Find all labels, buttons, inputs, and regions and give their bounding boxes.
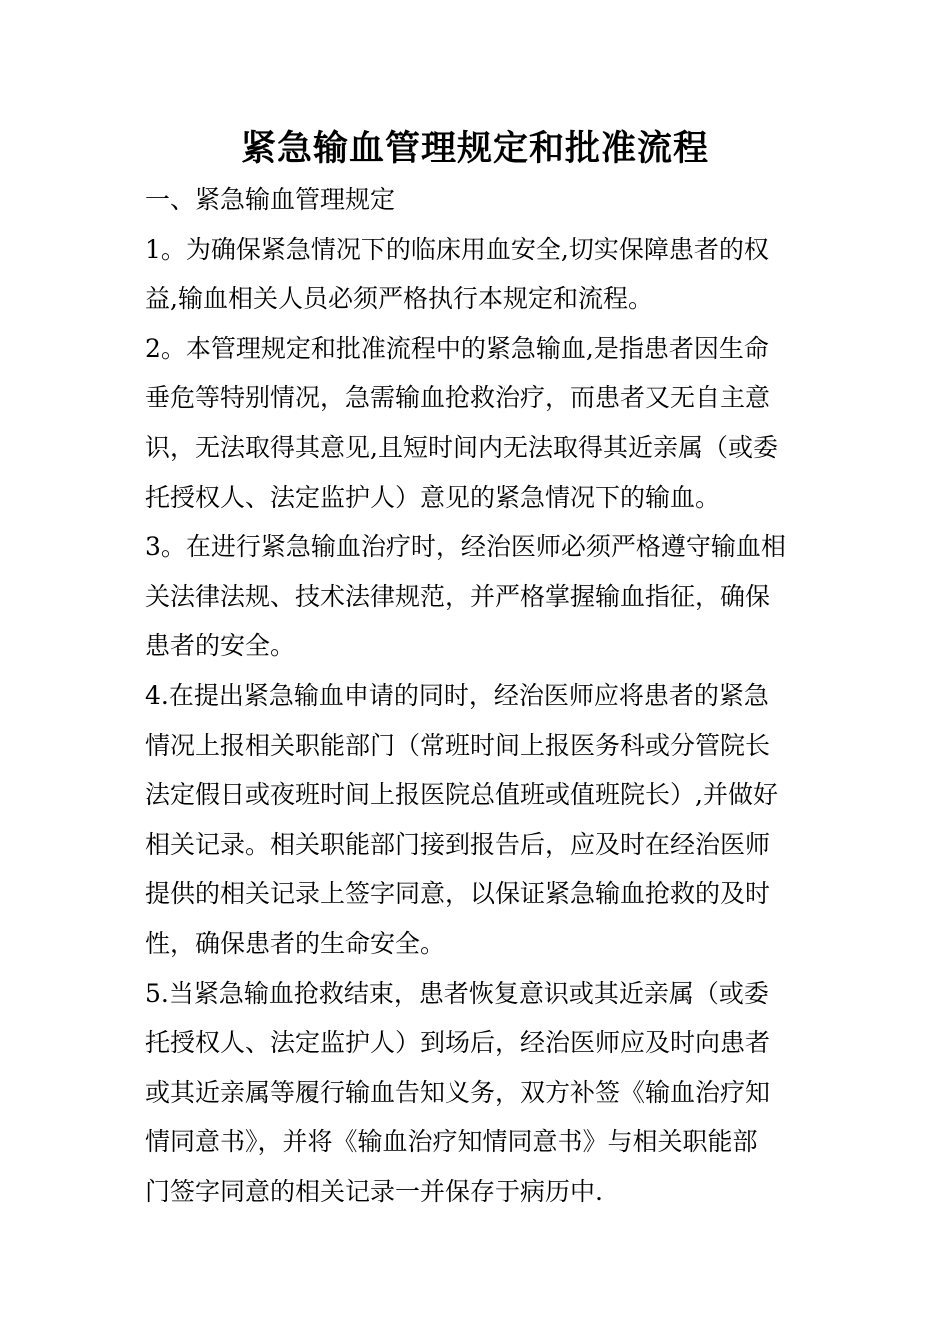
body-line: 垂危等特别情况，急需输血抢救治疗，而患者又无自主意 [145,383,771,412]
body-line: 提供的相关记录上签字同意，以保证紧急输血抢救的及时 [145,879,771,908]
body-line: 情同意书》，并将《输血治疗知情同意书》与相关职能部 [145,1127,758,1156]
body-line: 性，确保患者的生命安全。 [145,929,446,958]
body-line: 4.在提出紧急输血申请的同时，经治医师应将患者的紧急 [145,681,769,710]
body-line: 益,输血相关人员必须严格执行本规定和流程。 [145,284,653,313]
body-line: 3。在进行紧急输血治疗时，经治医师必须严格遵守输血相 [145,532,786,561]
body-line: 识，无法取得其意见,且短时间内无法取得其近亲属（或委 [145,433,778,462]
body-line: 托授权人、法定监护人）意见的紧急情况下的输血。 [145,483,721,512]
body-line: 5.当紧急输血抢救结束，患者恢复意识或其近亲属（或委 [145,979,769,1008]
body-line: 法定假日或夜班时间上报医院总值班或值班院长）,并做好 [145,780,778,809]
body-line: 关法律法规、技术法律规范，并严格掌握输血指征，确保 [145,582,771,611]
section-heading: 一、紧急输血管理规定 [145,185,396,214]
body-line: 托授权人、法定监护人）到场后，经治医师应及时向患者 [145,1028,771,1057]
body-line: 门签字同意的相关记录一并保存于病历中. [145,1177,603,1206]
body-line: 相关记录。相关职能部门接到报告后，应及时在经治医师 [145,830,771,859]
body-line: 2。本管理规定和批准流程中的紧急输血,是指患者因生命 [145,334,769,363]
body-line: 患者的安全。 [145,631,296,660]
body-line: 1。为确保紧急情况下的临床用血安全,切实保障患者的权 [145,235,769,264]
body-line: 情况上报相关职能部门（常班时间上报医务科或分管院长 [145,731,771,760]
document-title: 紧急输血管理规定和批准流程 [240,128,709,169]
body-line: 或其近亲属等履行输血告知义务，双方补签《输血治疗知 [145,1078,771,1107]
